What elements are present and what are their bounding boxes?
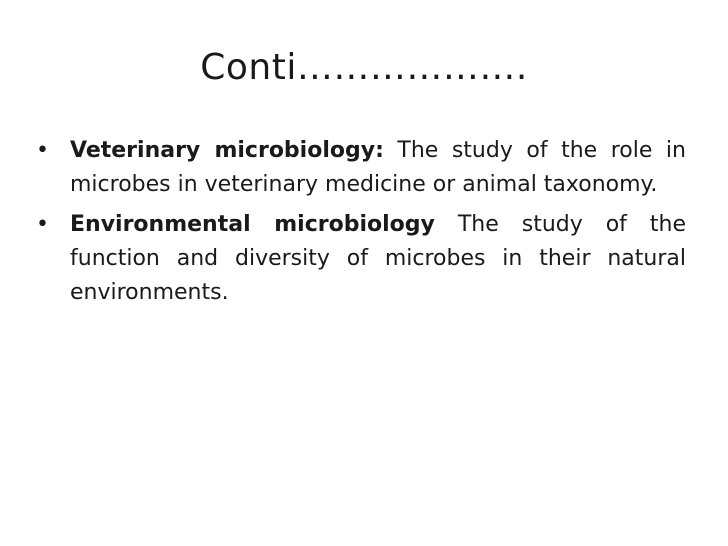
slide-title: Conti……………….: [200, 47, 528, 88]
bullet-text: The study of the role in microbes in veterinary medicine or animal taxonomy.: [70, 138, 686, 197]
bullet-item: [36, 208, 686, 310]
bullet-item: [36, 134, 686, 202]
bullet-term: Environmental microbiology: [70, 212, 435, 237]
bullet-term: Veterinary microbiology:: [70, 138, 384, 163]
slide-body: [36, 134, 686, 316]
bullet-marker: •: [36, 138, 49, 163]
bullet-text: The study of the function and diversity of microbes in their natural environments.: [70, 212, 687, 305]
bullet-marker: •: [36, 212, 49, 237]
